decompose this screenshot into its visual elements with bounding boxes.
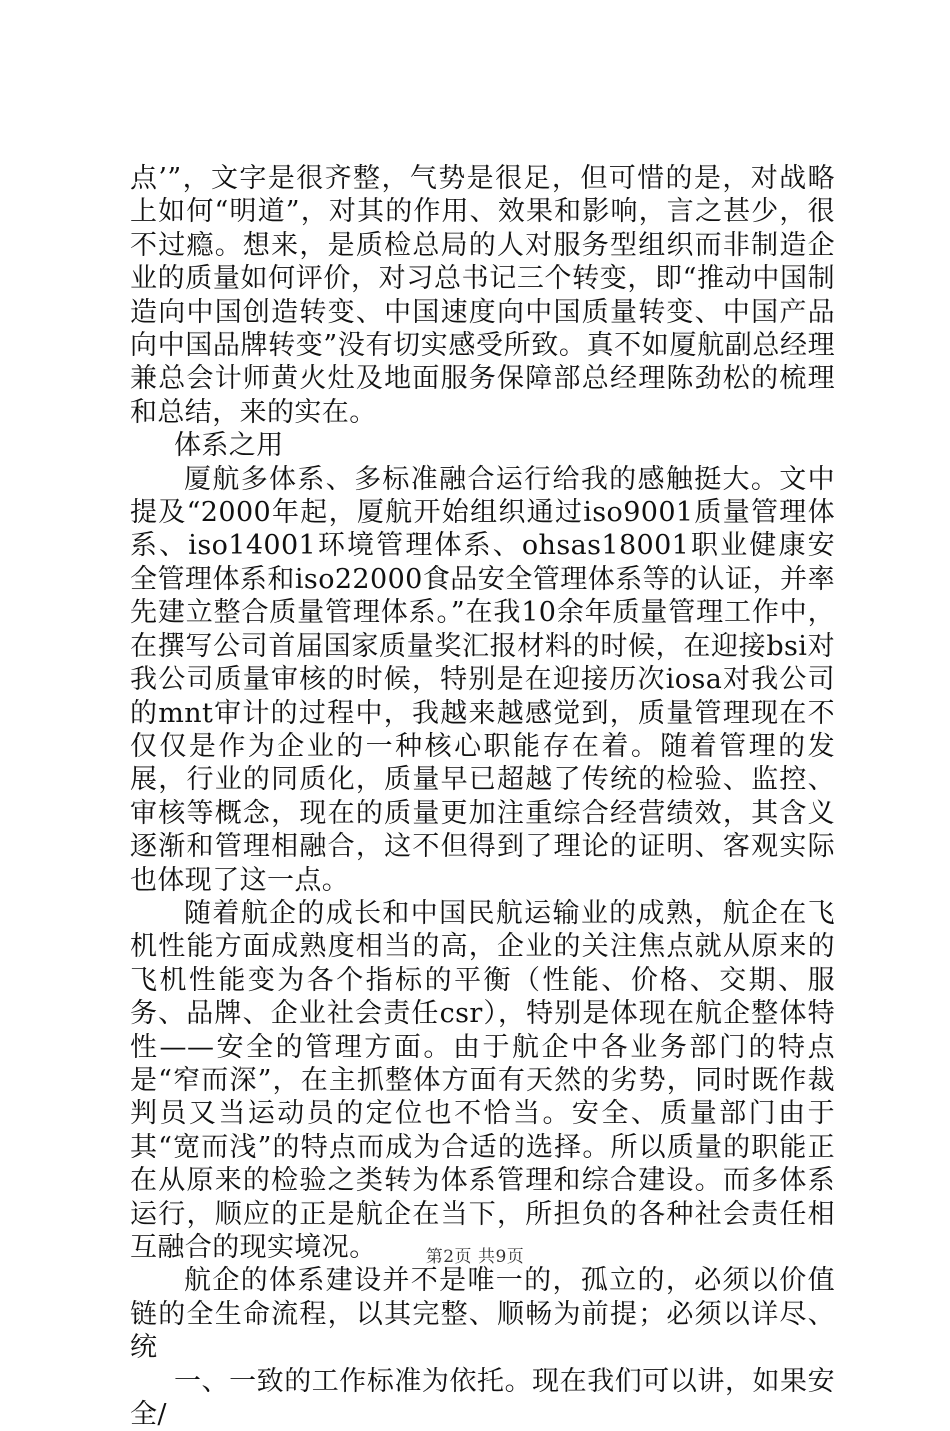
page-number-footer: 第2页 共9页 <box>425 1247 525 1267</box>
paragraph: 随着航企的成长和中国民航运输业的成熟，航企在飞机性能方面成熟度相当的高，企业的关注焦点就从原来的飞机性能变为各个指标的平衡（性能、价格、交期、服务、品牌、企业社会责任csr），特别是体现在航企整体特性——安全的管理方面。由于航企中各业务部门的特点是“窄而深”，在主抓整体方面有天然的劣势，同时既作裁判员又当运动员的定位也不恰当。安全、质量部门由于其“宽而浅”的特点而成为合适的选择。所以质量的职能正在从原来的检验之类转为体系管理和综合建设。而多体系运行，顺应的正是航企在当下，所担负的各种社会责任相互融合的现实境况。 <box>130 897 835 1263</box>
paragraph-continuation: 点’”，文字是很齐整，气势是很足，但可惜的是，对战略上如何“明道”，对其的作用、效果和影响，言之甚少，很不过瘾。想来，是质检总局的人对服务型组织而非制造企业的质量如何评价，对习总书记三个转变，即“推动中国制造向中国创造转变、中国速度向中国质量转变、中国产品向中国品牌转变”没有切实感受所致。真不如厦航副总经理兼总会计师黄火灶及地面服务保障部总经理陈劲松的梳理和总结，来的实在。 <box>130 163 835 428</box>
paragraph: 航企的体系建设并不是唯一的，孤立的，必须以价值链的全生命流程，以其完整、顺畅为前提；必须以详尽、统 <box>130 1265 835 1364</box>
section-heading: 体系之用 <box>174 430 284 462</box>
paragraph: 厦航多体系、多标准融合运行给我的感触挺大。文中提及“2000年起，厦航开始组织通过iso9001质量管理体系、iso14001环境管理体系、ohsas18001职业健康安全管理体系和iso22000食品安全管理体系等的认证，并率先建立整合质量管理体系。”在我10余年质量管理工作中，在撰写公司首届国家质量奖汇报材料的时候，在迎接bsi对我公司质量审核的时候，特别是在迎接历次iosa对我公司的mnt审计的过程中，我越来越感觉到，质量管理现在不仅仅是作为企业的一种核心职能存在着。随着管理的发展，行业的同质化，质量早已超越了传统的检验、监控、审核等概念，现在的质量更加注重综合经营绩效，其含义逐渐和管理相融合，这不但得到了理论的证明、客观实际也体现了这一点。 <box>130 463 835 896</box>
document-body <box>130 162 835 1431</box>
paragraph: 一、一致的工作标准为依托。现在我们可以讲，如果安全/ <box>130 1365 835 1431</box>
